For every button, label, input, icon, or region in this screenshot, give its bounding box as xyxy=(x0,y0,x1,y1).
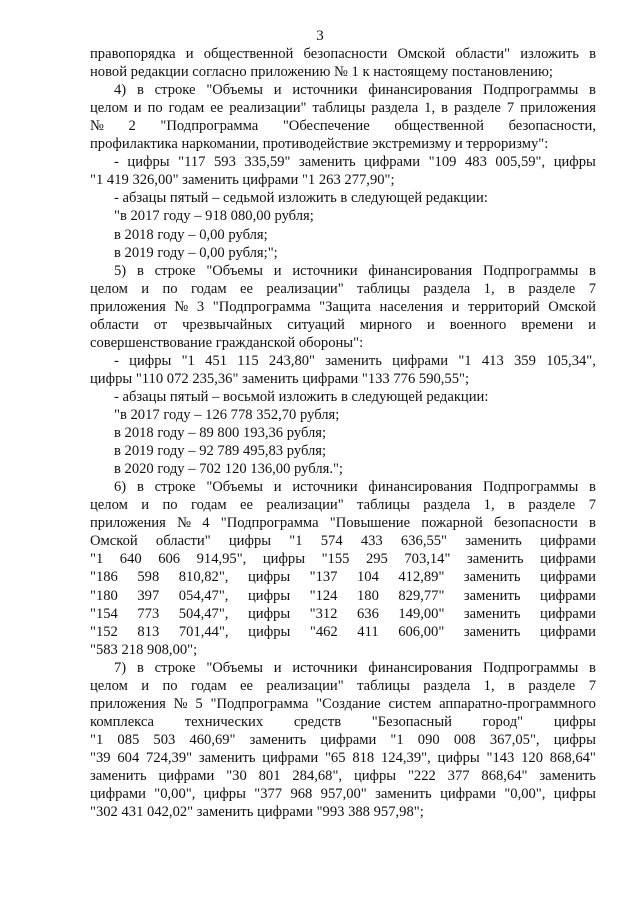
text-line: Омской области" цифры "1 574 433 636,55" заменить цифрами xyxy=(90,533,596,550)
text-line: в 2018 году – 0,00 рубля; xyxy=(114,226,268,243)
text-line: в 2019 году – 92 789 495,83 рубля; xyxy=(114,443,327,460)
text-line: 6) в строке "Объемы и источники финансирования Подпрограммы в xyxy=(114,479,596,496)
text-line: целом и по годам ее реализации" таблицы раздела 1, в разделе 7 приложения xyxy=(90,100,596,117)
text-line: - цифры "117 593 335,59" заменить цифрами "109 483 005,59", цифры xyxy=(114,154,596,171)
text-line: "1 085 503 460,69" заменить цифрами "1 090 008 367,05", цифры xyxy=(90,731,596,748)
text-line: - абзацы пятый – восьмой изложить в следующей редакции: xyxy=(114,388,489,405)
text-line: "в 2017 году – 918 080,00 рубля; xyxy=(114,208,314,225)
text-line: целом и по годам ее реализации" таблицы раздела 1, в разделе 7 xyxy=(90,677,596,694)
page-number: 3 xyxy=(316,28,324,44)
text-line: 4) в строке "Объемы и источники финансирования Подпрограммы в xyxy=(114,82,596,99)
text-line: целом и по годам ее реализации" таблицы раздела 1, в разделе 7 xyxy=(90,280,596,297)
text-line: приложения № 5 "Подпрограмма "Создание систем аппаратно-программного xyxy=(90,695,596,712)
text-line: "39 604 724,39" заменить цифрами "65 818 124,39", цифры "143 120 868,64" xyxy=(90,749,596,766)
text-line: - цифры "1 451 115 243,80" заменить цифрами "1 413 359 105,34", xyxy=(114,352,596,369)
text-line: "в 2017 году – 126 778 352,70 рубля; xyxy=(114,407,340,423)
text-line: № 2 "Подпрограмма "Обеспечение общественной безопасности, xyxy=(90,118,596,135)
text-line: в 2019 году – 0,00 рубля;"; xyxy=(114,244,278,261)
text-line: совершенствование гражданской обороны": xyxy=(90,334,364,351)
text-line: комплекса технических средств "Безопасный город" цифры xyxy=(90,713,596,730)
text-line: в 2018 году – 89 800 193,36 рубля; xyxy=(114,425,327,442)
text-line: "1 419 326,00" заменить цифрами "1 263 277,90"; xyxy=(90,172,395,189)
text-line: цифры "110 072 235,36" заменить цифрами "133 776 590,55"; xyxy=(90,370,470,387)
text-line: "302 431 042,02" заменить цифрами "993 388 957,98"; xyxy=(90,804,424,821)
text-line: 7) в строке "Объемы и источники финансирования Подпрограммы в xyxy=(114,659,596,676)
text-line: 5) в строке "Объемы и источники финансирования Подпрограммы в xyxy=(114,262,596,279)
text-line: "1 640 606 914,95", цифры "155 295 703,14" заменить цифрами xyxy=(90,551,596,568)
text-line: области от чрезвычайных ситуаций мирного и военного времени и xyxy=(90,316,596,333)
text-line: новой редакции согласно приложению № 1 к настоящему постановлению; xyxy=(90,64,553,81)
text-line: "152 813 701,44", цифры "462 411 606,00" заменить цифрами xyxy=(90,623,596,640)
text-line: "583 218 908,00"; xyxy=(90,641,198,658)
text-line: заменить цифрами "30 801 284,68", цифры "222 377 868,64" заменить xyxy=(90,768,596,784)
text-line: "186 598 810,82", цифры "137 104 412,89" заменить цифрами xyxy=(90,569,596,586)
text-line: в 2020 году – 702 120 136,00 рубля."; xyxy=(114,461,343,478)
text-line: "154 773 504,47", цифры "312 636 149,00" заменить цифрами xyxy=(90,605,596,622)
text-line: приложения № 4 "Подпрограмма "Повышение пожарной безопасности в xyxy=(90,515,596,532)
text-line: приложения № 3 "Подпрограмма "Защита населения и территорий Омской xyxy=(90,298,596,315)
text-line: цифрами "0,00", цифры "377 968 957,00" заменить цифрами "0,00", цифры xyxy=(90,786,596,803)
text-line: "180 397 054,47", цифры "124 180 829,77" заменить цифрами xyxy=(90,587,596,604)
text-line: целом и по годам ее реализации" таблицы раздела 1, в разделе 7 xyxy=(90,497,596,514)
text-line: правопорядка и общественной безопасности Омской области" изложить в xyxy=(90,46,596,62)
text-line: профилактика наркомании, противодействие экстремизму и терроризму": xyxy=(90,136,549,153)
text-line: - абзацы пятый – седьмой изложить в следующей редакции: xyxy=(114,190,488,207)
